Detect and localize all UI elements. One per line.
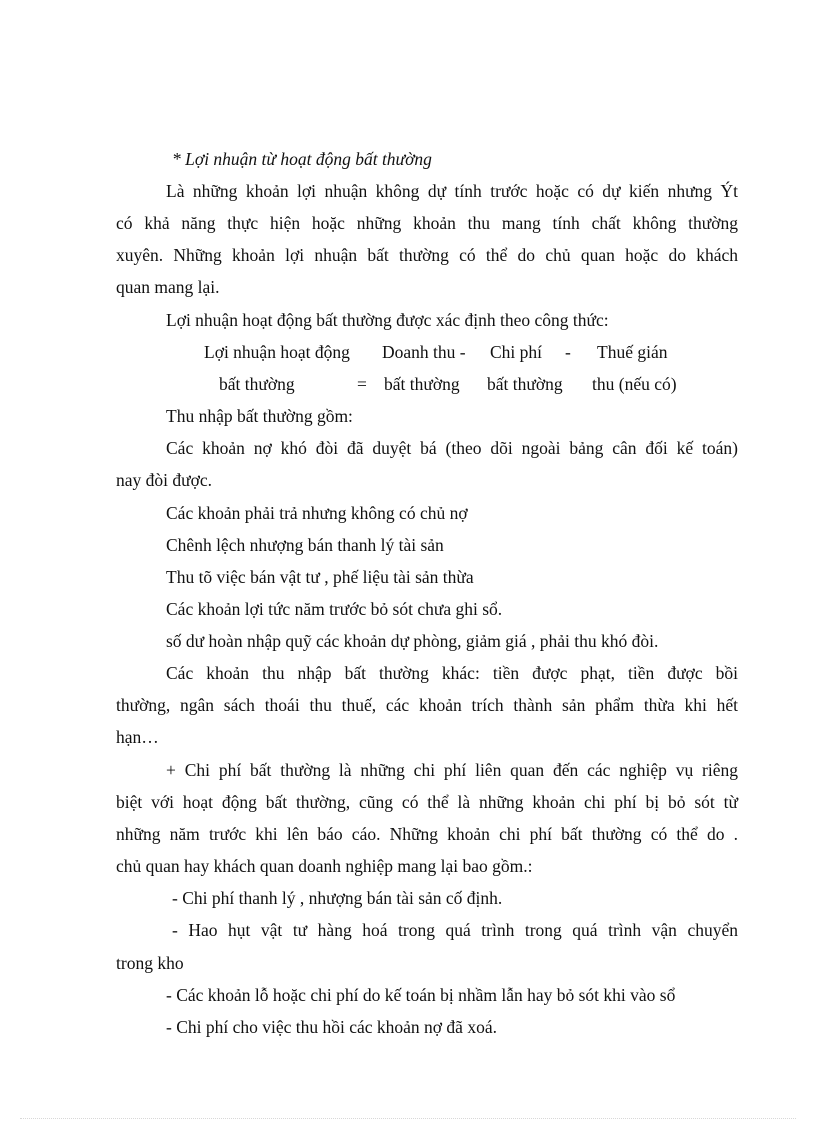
para1-line4: quan mang lại. [116, 277, 220, 297]
income-item5: Các khoản lợi tức năm trước bỏ sót chưa ghi sổ. [166, 599, 503, 619]
cost-item2-line2: trong kho [116, 953, 184, 973]
formula-minus: - [565, 342, 571, 362]
para1-line2: có khả năng thực hiện hoặc những khoản thu mang tính chất không thường [116, 213, 738, 233]
income-item4: Thu tõ việc bán vật tư , phế liệu tài sản thừa [166, 567, 474, 587]
formula-intro: Lợi nhuận hoạt động bất thường được xác định theo công thức: [166, 310, 609, 330]
income-item7-line3: hạn… [116, 727, 159, 747]
formula-tax-line2: thu (nếu có) [592, 374, 677, 394]
income-item7-line1: Các khoản thu nhập bất thường khác: tiền được phạt, tiền được bồi [166, 663, 738, 683]
formula-cost-line1: Chi phí [490, 342, 543, 362]
income-item3: Chênh lệch nhượng bán thanh lý tài sản [166, 535, 444, 555]
income-item7-line2: thường, ngân sách thoái thu thuế, các khoản trích thành sản phẩm thừa khi hết [116, 695, 738, 715]
cost-para-line2: biệt với hoạt động bất thường, cũng có thể là những khoản chi phí bị bỏ sót từ [116, 792, 738, 812]
cost-item3: - Các khoản lỗ hoặc chi phí do kế toán bị nhầm lẫn hay bỏ sót khi vào sổ [166, 985, 676, 1005]
section-heading: * Lợi nhuận từ hoạt động bất thường [172, 149, 432, 169]
formula-equals: = [357, 374, 367, 394]
cost-item4: - Chi phí cho việc thu hồi các khoản nợ đã xoá. [166, 1017, 497, 1037]
income-item1-line1: Các khoản nợ khó đòi đã duyệt bá (theo dõi ngoài bảng cân đối kế toán) [166, 438, 738, 458]
cost-para-line3: những năm trước khi lên báo cáo. Những khoản chi phí bất thường có thể do . [116, 824, 738, 844]
cost-para-line4: chủ quan hay khách quan doanh nghiệp mang lại bao gồm.: [116, 856, 533, 876]
income-item2: Các khoản phải trả nhưng không có chủ nợ [166, 503, 468, 523]
cost-item1: - Chi phí thanh lý , nhượng bán tài sản cố định. [172, 888, 503, 908]
formula-revenue-line1: Doanh thu - [382, 342, 466, 362]
income-item1-line2: nay đòi được. [116, 470, 213, 490]
para1-line1: Là những khoản lợi nhuận không dự tính trước hoặc có dự kiến nhưng Ýt [166, 181, 738, 201]
formula-tax-line1: Thuế gián [597, 342, 668, 362]
income-item6: số dư hoàn nhập quỹ các khoản dự phòng, giảm giá , phải thu khó đòi. [166, 631, 659, 651]
income-heading: Thu nhập bất thường gồm: [166, 406, 353, 426]
formula-revenue-line2: bất thường [384, 374, 460, 394]
page-bottom-divider [20, 1118, 796, 1119]
cost-para-line1: + Chi phí bất thường là những chi phí liên quan đến các nghiệp vụ riêng [166, 760, 738, 780]
formula-lhs-line2: bất thường [219, 374, 295, 394]
para1-line3: xuyên. Những khoản lợi nhuận bất thường có thể do chủ quan hoặc do khách [116, 245, 738, 265]
formula-cost-line2: bất thường [487, 374, 563, 394]
formula-lhs-line1: Lợi nhuận hoạt động [204, 342, 350, 362]
cost-item2-line1: - Hao hụt vật tư hàng hoá trong quá trình trong quá trình vận chuyển [172, 920, 738, 940]
